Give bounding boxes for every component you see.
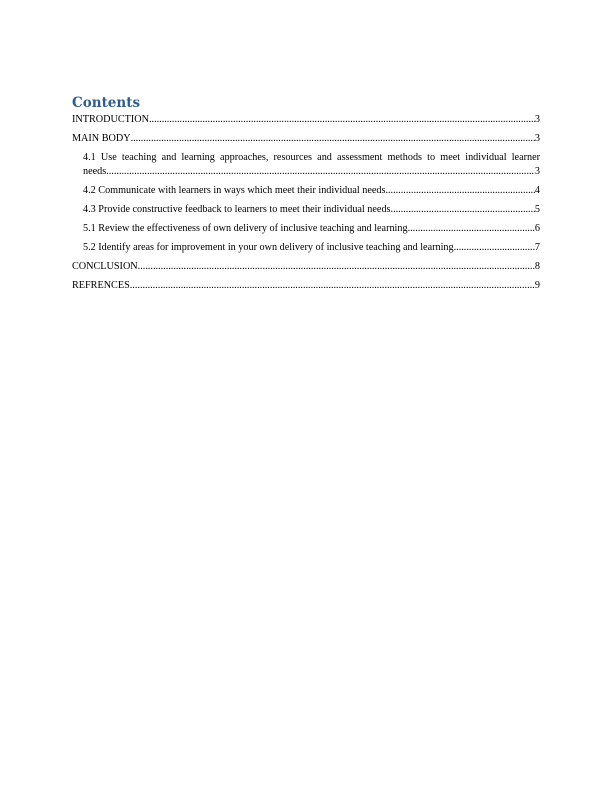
toc-link-4-2[interactable] <box>83 184 540 198</box>
toc-entry-text: 5.2 Identify areas for improvement in your own delivery of inclusive teaching and learning <box>83 242 454 253</box>
toc-link-5-2[interactable] <box>83 241 540 255</box>
toc-entry-5-2[interactable] <box>72 241 540 255</box>
toc-entry-introduction[interactable] <box>72 113 540 127</box>
toc-page-number: 6 <box>534 223 540 234</box>
toc-entry-4-1[interactable] <box>72 151 540 179</box>
toc-entry-4-3[interactable] <box>72 203 540 217</box>
toc-link-conclusion[interactable] <box>72 260 540 274</box>
toc-entry-text: REFRENCES <box>72 280 130 291</box>
dot-leader <box>130 279 535 293</box>
toc-link-5-1[interactable] <box>83 222 540 236</box>
toc-link-references[interactable] <box>72 279 540 293</box>
toc-entry-main-body[interactable] <box>72 132 540 146</box>
toc-entry-references[interactable] <box>72 279 540 293</box>
toc-page-number: 5 <box>534 204 540 215</box>
dot-leader <box>385 184 534 198</box>
toc-entry-text: 5.1 Review the effectiveness of own delivery of inclusive teaching and learning <box>83 223 408 234</box>
toc-entry-text-line1: 4.1 Use teaching and learning approaches, resources and assessment methods to meet individual learner <box>83 152 540 163</box>
toc-entry-5-1[interactable] <box>72 222 540 236</box>
table-of-contents <box>72 113 540 298</box>
toc-entry-text: MAIN BODY <box>72 133 131 144</box>
toc-page-number: 3 <box>534 166 540 177</box>
dot-leader <box>408 222 535 236</box>
toc-entry-text: 4.3 Provide constructive feedback to learners to meet their individual needs <box>83 204 391 215</box>
dot-leader <box>391 203 535 217</box>
toc-link-main-body[interactable] <box>72 132 540 146</box>
toc-entry-text: INTRODUCTION <box>72 114 149 125</box>
toc-link-4-3[interactable] <box>83 203 540 217</box>
toc-link-introduction[interactable] <box>72 113 540 127</box>
toc-page-number: 4 <box>534 185 540 196</box>
toc-entry-4-2[interactable] <box>72 184 540 198</box>
dot-leader <box>454 241 535 255</box>
toc-entry-text-line2: needs <box>83 166 107 177</box>
toc-entry-text: 4.2 Communicate with learners in ways which meet their individual needs <box>83 185 386 196</box>
dot-leader <box>106 165 535 179</box>
toc-page-number: 7 <box>534 242 540 253</box>
toc-entry-text: CONCLUSION <box>72 261 138 272</box>
toc-heading: Contents <box>72 95 141 111</box>
dot-leader <box>131 132 535 146</box>
dot-leader <box>138 260 535 274</box>
toc-link-4-1[interactable] <box>83 151 540 179</box>
dot-leader <box>149 113 535 127</box>
toc-page-number: 3 <box>534 114 540 125</box>
toc-page-number: 3 <box>534 133 540 144</box>
toc-entry-conclusion[interactable] <box>72 260 540 274</box>
toc-page-number: 8 <box>534 261 540 272</box>
toc-page-number: 9 <box>534 280 540 291</box>
